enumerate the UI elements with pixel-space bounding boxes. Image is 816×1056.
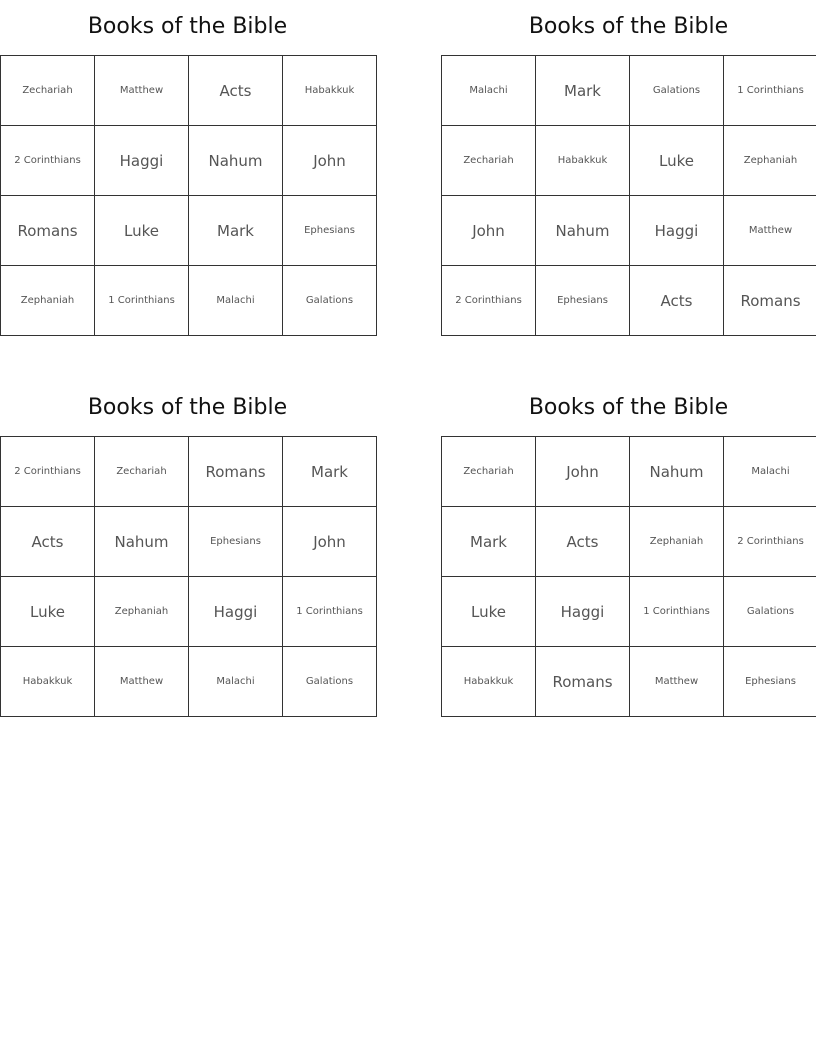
card-title bbox=[0, 0, 375, 55]
grid-row bbox=[442, 126, 816, 196]
grid-cell: Haggi bbox=[630, 196, 724, 266]
grid-cell: John bbox=[283, 126, 377, 196]
grid-cell: Zephaniah bbox=[630, 507, 724, 577]
card-title-text: Books of the Bible bbox=[87, 14, 288, 39]
grid-cell: John bbox=[283, 507, 377, 577]
grid-row bbox=[442, 196, 816, 266]
grid-cell: Acts bbox=[630, 266, 724, 336]
grid-cell: Ephesians bbox=[724, 647, 816, 717]
grid-row bbox=[442, 56, 816, 126]
grid-cell: Mark bbox=[442, 507, 536, 577]
grid-cell: Ephesians bbox=[536, 266, 630, 336]
grid-row bbox=[442, 507, 816, 577]
grid-cell: Mark bbox=[283, 437, 377, 507]
grid-cell: Matthew bbox=[630, 647, 724, 717]
grid-cell: Haggi bbox=[95, 126, 189, 196]
grid-row bbox=[1, 56, 377, 126]
grid-cell: Luke bbox=[630, 126, 724, 196]
grid-cell: Zechariah bbox=[95, 437, 189, 507]
grid-cell: Luke bbox=[1, 577, 95, 647]
grid-cell: Matthew bbox=[95, 56, 189, 126]
grid-cell: Zechariah bbox=[1, 56, 95, 126]
grid-cell: Haggi bbox=[189, 577, 283, 647]
grid-cell: Acts bbox=[536, 507, 630, 577]
grid-cell: John bbox=[442, 196, 536, 266]
grid-cell: Romans bbox=[1, 196, 95, 266]
grid-cell: Zephaniah bbox=[724, 126, 816, 196]
bingo-card-2 bbox=[441, 0, 816, 336]
grid-cell: Romans bbox=[536, 647, 630, 717]
grid-row bbox=[1, 266, 377, 336]
grid-cell: 2 Corinthians bbox=[1, 126, 95, 196]
grid-cell: Malachi bbox=[189, 647, 283, 717]
grid-cell: Galations bbox=[630, 56, 724, 126]
grid-row bbox=[1, 647, 377, 717]
grid-cell: Ephesians bbox=[189, 507, 283, 577]
grid-cell: 1 Corinthians bbox=[95, 266, 189, 336]
bingo-card-4 bbox=[441, 381, 816, 717]
grid-row bbox=[442, 647, 816, 717]
grid-cell: Luke bbox=[95, 196, 189, 266]
card-title-text: Books of the Bible bbox=[528, 14, 729, 39]
grid-cell: Zephaniah bbox=[1, 266, 95, 336]
grid-cell: Malachi bbox=[189, 266, 283, 336]
grid-cell: Nahum bbox=[630, 437, 724, 507]
card-title-text: Books of the Bible bbox=[87, 395, 288, 420]
bingo-card-1 bbox=[0, 0, 375, 336]
grid-cell: Galations bbox=[283, 266, 377, 336]
bingo-grid bbox=[0, 55, 377, 336]
card-title-text: Books of the Bible bbox=[528, 395, 729, 420]
grid-row bbox=[1, 577, 377, 647]
grid-cell: Nahum bbox=[536, 196, 630, 266]
grid-cell: Nahum bbox=[189, 126, 283, 196]
grid-row bbox=[1, 126, 377, 196]
grid-cell: 2 Corinthians bbox=[724, 507, 816, 577]
card-title bbox=[441, 381, 816, 436]
card-title bbox=[0, 381, 375, 436]
card-title bbox=[441, 0, 816, 55]
grid-cell: 2 Corinthians bbox=[442, 266, 536, 336]
grid-cell: Zechariah bbox=[442, 126, 536, 196]
grid-cell: 2 Corinthians bbox=[1, 437, 95, 507]
grid-cell: John bbox=[536, 437, 630, 507]
bingo-grid bbox=[0, 436, 377, 717]
grid-cell: Romans bbox=[724, 266, 816, 336]
grid-cell: Habakkuk bbox=[283, 56, 377, 126]
grid-row bbox=[1, 196, 377, 266]
grid-cell: Haggi bbox=[536, 577, 630, 647]
grid-cell: Romans bbox=[189, 437, 283, 507]
grid-cell: Habakkuk bbox=[536, 126, 630, 196]
grid-cell: 1 Corinthians bbox=[283, 577, 377, 647]
grid-row bbox=[442, 577, 816, 647]
grid-cell: Acts bbox=[189, 56, 283, 126]
grid-row bbox=[1, 507, 377, 577]
grid-cell: Nahum bbox=[95, 507, 189, 577]
grid-cell: Ephesians bbox=[283, 196, 377, 266]
bingo-card-3 bbox=[0, 381, 375, 717]
grid-cell: Galations bbox=[724, 577, 816, 647]
grid-cell: 1 Corinthians bbox=[630, 577, 724, 647]
grid-cell: Acts bbox=[1, 507, 95, 577]
grid-cell: Malachi bbox=[724, 437, 816, 507]
grid-cell: Zechariah bbox=[442, 437, 536, 507]
grid-row bbox=[442, 266, 816, 336]
grid-cell: Mark bbox=[189, 196, 283, 266]
bingo-grid bbox=[441, 55, 816, 336]
grid-cell: Luke bbox=[442, 577, 536, 647]
grid-row bbox=[1, 437, 377, 507]
grid-cell: Zephaniah bbox=[95, 577, 189, 647]
grid-cell: Habakkuk bbox=[442, 647, 536, 717]
grid-cell: Matthew bbox=[724, 196, 816, 266]
grid-cell: Galations bbox=[283, 647, 377, 717]
grid-cell: Habakkuk bbox=[1, 647, 95, 717]
grid-cell: Mark bbox=[536, 56, 630, 126]
grid-cell: Malachi bbox=[442, 56, 536, 126]
bingo-grid bbox=[441, 436, 816, 717]
grid-cell: 1 Corinthians bbox=[724, 56, 816, 126]
grid-row bbox=[442, 437, 816, 507]
grid-cell: Matthew bbox=[95, 647, 189, 717]
